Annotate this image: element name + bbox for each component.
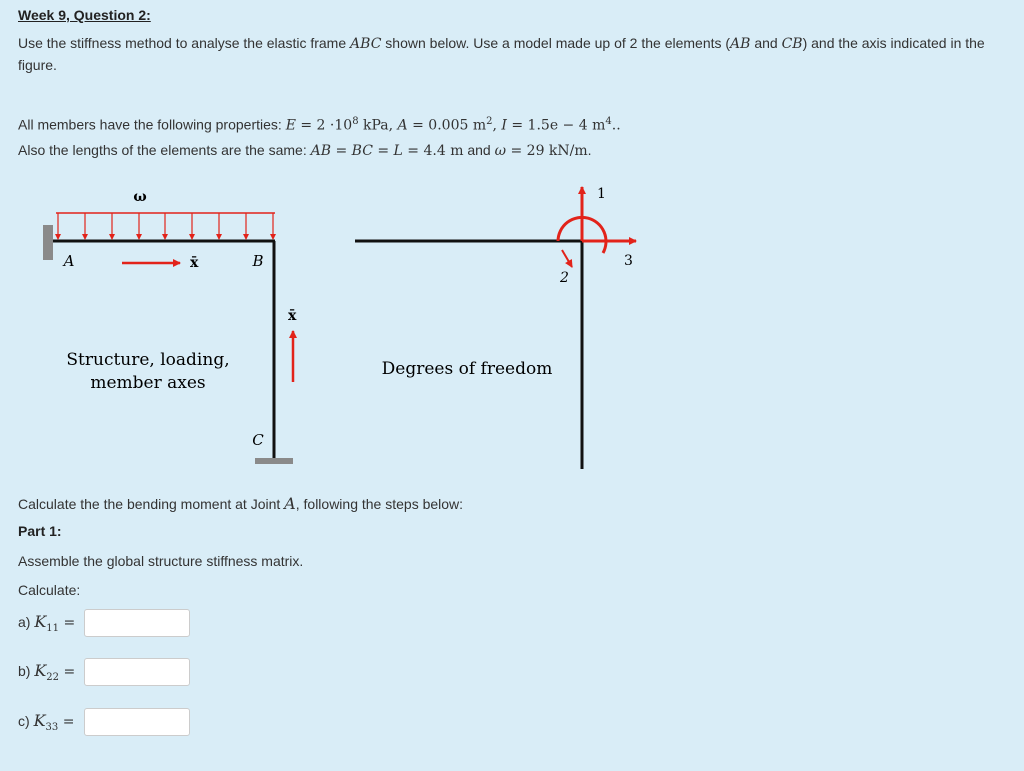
intro-text	[18, 33, 1008, 76]
properties-lead: All members have the following properties:	[18, 116, 286, 133]
k33-input[interactable]	[84, 708, 190, 736]
answer-prefix: a)	[18, 614, 35, 631]
answer-row-k22	[18, 658, 190, 686]
frame-figure	[0, 175, 700, 475]
joint-c-label: C	[252, 431, 264, 449]
lengths-equation: AB = BC = L	[310, 143, 403, 159]
answer-label-k33	[18, 711, 84, 733]
dof-2-arrowhead	[562, 250, 572, 267]
lengths-and: and	[463, 142, 495, 158]
dof-2-label: 2	[560, 270, 569, 286]
intro-part1: Use the stiffness method to analyse the elastic frame	[18, 35, 351, 51]
answer-row-k11	[18, 609, 190, 637]
fixed-support-c	[255, 458, 293, 464]
k11-input[interactable]	[84, 609, 190, 637]
k22-input[interactable]	[84, 658, 190, 686]
intro-and: and	[750, 35, 782, 51]
answer-subscript: 33	[45, 721, 59, 733]
structure-caption-line2: member axes	[90, 373, 206, 393]
e-exponent: 8	[352, 116, 359, 127]
e-unit: kPa,	[358, 117, 398, 134]
answer-prefix: c)	[18, 713, 34, 730]
instructions-text	[18, 494, 463, 513]
a-value: = 0.005 m	[407, 117, 487, 134]
answer-equals: =	[59, 664, 76, 681]
answer-equals: =	[58, 714, 75, 731]
i-exponent: 4	[605, 116, 612, 127]
structure-caption-line1: Structure, loading,	[66, 350, 230, 370]
answer-subscript: 11	[46, 622, 60, 634]
answer-symbol: K	[33, 711, 46, 731]
distributed-load-arrows	[58, 213, 273, 239]
instructions-lead: Calculate the the bending moment at Joint	[18, 496, 285, 512]
answer-label-k22	[18, 661, 84, 683]
instructions-tail: , following the steps below:	[295, 496, 464, 512]
dof-3-label: 3	[624, 253, 633, 269]
axis-label-ab: x̄	[190, 255, 199, 271]
i-end: ..	[611, 117, 621, 134]
load-label: ω	[133, 189, 147, 205]
intro-part2: shown below. Use a model made up of 2 the elements (	[381, 35, 731, 51]
a-symbol: A	[397, 117, 408, 134]
answer-equals: =	[59, 615, 76, 632]
calculate-label: Calculate:	[18, 582, 81, 598]
a-separator: ,	[492, 117, 502, 134]
intro-frame: ABC	[350, 36, 382, 52]
answer-prefix: b)	[18, 663, 35, 680]
answer-symbol: K	[34, 661, 47, 681]
i-value: = 1.5e − 4 m	[506, 117, 606, 134]
part-heading: Part 1:	[18, 523, 62, 539]
intro-part3: ) and the axis indicated in the figure.	[18, 35, 985, 73]
intro-cb: CB	[781, 36, 803, 52]
a-exponent: 2	[486, 116, 493, 127]
question-title: Week 9, Question 2:	[18, 7, 151, 23]
e-value: = 2 ·10	[295, 117, 353, 134]
joint-b-label: B	[252, 252, 264, 270]
assemble-text: Assemble the global structure stiffness matrix.	[18, 553, 304, 569]
answer-subscript: 22	[46, 671, 60, 683]
fixed-support-a	[43, 225, 53, 260]
lengths-end: .	[587, 142, 592, 158]
dof-caption: Degrees of freedom	[381, 359, 553, 379]
lengths-lead: Also the lengths of the elements are the same:	[18, 142, 311, 158]
lengths-line	[18, 140, 592, 162]
joint-a-label: A	[63, 252, 75, 270]
intro-ab: AB	[730, 36, 751, 52]
dof-1-label: 1	[597, 186, 606, 202]
instructions-joint: A	[284, 494, 296, 513]
properties-line	[18, 111, 621, 137]
w-symbol: ω	[494, 143, 507, 159]
axis-label-cb: x̄	[288, 308, 297, 324]
answer-row-k33	[18, 708, 190, 736]
e-symbol: E	[285, 117, 296, 134]
answer-symbol: K	[34, 612, 47, 632]
i-symbol: I	[501, 117, 507, 134]
w-value: = 29 kN/m	[506, 143, 588, 159]
lengths-value: = 4.4 m	[402, 143, 464, 159]
answer-label-k11	[18, 612, 84, 634]
